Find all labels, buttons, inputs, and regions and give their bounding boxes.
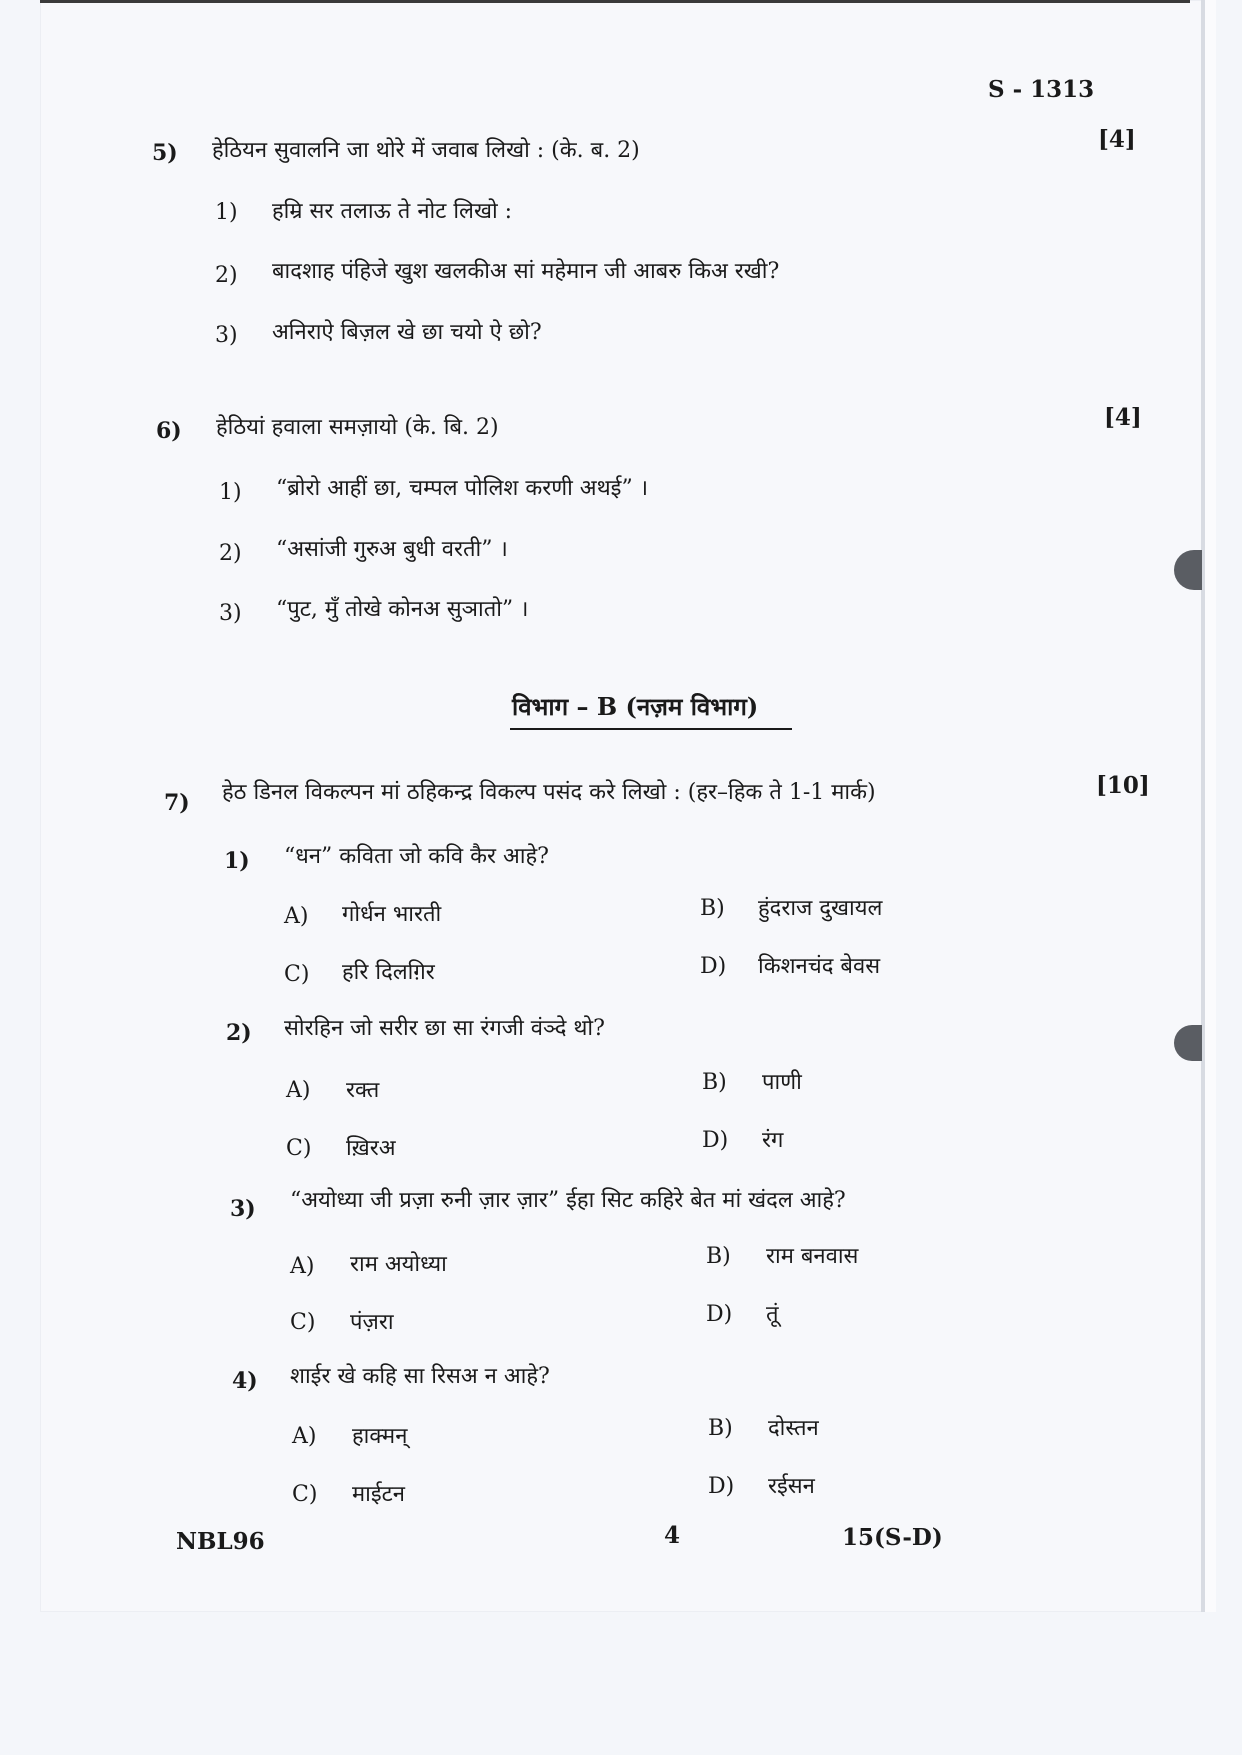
option-text: हरि दिलग़िर	[342, 960, 435, 985]
option-text: रंग	[762, 1128, 784, 1153]
question-marks: [10]	[1096, 772, 1150, 799]
question-marks: [4]	[1104, 404, 1142, 431]
option-text: रईसन	[768, 1474, 815, 1499]
sub-question-number: 2)	[226, 1020, 252, 1046]
page-number: 4	[664, 1522, 681, 1549]
item-number: 2)	[215, 263, 238, 288]
option-text: गोर्धन भारती	[342, 902, 442, 927]
item-text: अनिराऐ बिज़ल खे छा चयो ऐ छो?	[272, 320, 542, 345]
page-edge	[1201, 0, 1205, 1612]
option-text: तूं	[766, 1302, 779, 1327]
sub-question-number: 3)	[230, 1196, 256, 1222]
footer-code: NBL96	[176, 1528, 265, 1555]
option-text: दोस्तन	[768, 1416, 819, 1441]
option-label: A)	[286, 1078, 311, 1103]
option-label: B)	[706, 1244, 731, 1269]
sub-question-text: “अयोध्या जी प्रज़ा रुनी ज़ार ज़ार” ईहा सिट कहिरे बेत मां खंदल आहे?	[290, 1188, 846, 1213]
option-label: D)	[702, 1128, 729, 1153]
question-text: हेठियन सुवालनि जा थोरे में जवाब लिखो : (के. ब. 2)	[212, 138, 640, 163]
question-text: हेठियां हवाला समज़ायो (के. बि. 2)	[216, 415, 499, 440]
question-number: 7)	[164, 790, 190, 816]
item-number: 1)	[219, 480, 242, 505]
option-label: D)	[708, 1474, 735, 1499]
option-label: D)	[706, 1302, 733, 1327]
punch-hole-mark	[1174, 1025, 1202, 1061]
item-number: 3)	[215, 323, 238, 348]
sub-question-text: शाईर खे कहि सा रिसअ न आहे?	[290, 1364, 550, 1389]
option-label: C)	[290, 1310, 316, 1335]
item-number: 3)	[219, 601, 242, 626]
option-text: पाणी	[762, 1070, 802, 1095]
option-label: A)	[292, 1424, 317, 1449]
option-text: हाक्मन्	[352, 1424, 408, 1449]
option-text: राम अयोध्या	[350, 1252, 447, 1277]
exam-page	[40, 0, 1216, 1612]
option-label: A)	[284, 904, 309, 929]
option-label: D)	[700, 954, 727, 979]
sub-question-number: 1)	[224, 848, 250, 874]
item-text: हम्रि सर तलाऊ ते नोट लिखो :	[272, 199, 513, 224]
item-text: “पुट, मुँ तोखे कोनअ सुञातो” ।	[276, 597, 529, 622]
option-label: A)	[290, 1254, 315, 1279]
paper-code: S - 1313	[988, 76, 1095, 103]
question-text: हेठ डिनल विकल्पन मां ठहिकन्द्र विकल्प पसंद करे लिखो : (हर–हिक ते 1-1 मार्क)	[222, 780, 876, 805]
question-number: 5)	[152, 140, 178, 166]
item-text: “असांजी गुरुअ बुधी वरती” ।	[276, 537, 508, 562]
option-label: B)	[700, 896, 725, 921]
option-text: राम बनवास	[766, 1244, 859, 1269]
option-text: किशनचंद बेवस	[758, 954, 881, 979]
option-label: B)	[708, 1416, 733, 1441]
option-text: पंज़रा	[350, 1310, 394, 1335]
option-text: माईटन	[352, 1482, 405, 1507]
footer-set: 15(S-D)	[842, 1524, 943, 1551]
section-heading: विभाग – B (नज़म विभाग)	[512, 692, 759, 721]
option-text: हुंदराज दुखायल	[758, 896, 883, 921]
option-label: C)	[284, 962, 310, 987]
sub-question-text: सोरहिन जो सरीर छा सा रंगजी वंञ्दे थो?	[284, 1016, 605, 1041]
section-heading-underline	[510, 728, 792, 730]
option-text: ख़िरअ	[346, 1136, 396, 1161]
option-label: C)	[292, 1482, 318, 1507]
item-number: 2)	[219, 541, 242, 566]
option-text: रक्त	[346, 1078, 380, 1103]
item-text: बादशाह पंहिजे खुश खलकीअ सां महेमान जी आबरु किअ रखी?	[272, 259, 780, 284]
option-label: C)	[286, 1136, 312, 1161]
item-text: “ब्रोरो आहीं छा, चम्पल पोलिश करणी अथई” ।	[276, 476, 649, 501]
top-border-line	[40, 0, 1190, 3]
question-marks: [4]	[1098, 126, 1136, 153]
item-number: 1)	[215, 200, 238, 225]
option-label: B)	[702, 1070, 727, 1095]
question-number: 6)	[156, 418, 182, 444]
sub-question-number: 4)	[232, 1368, 258, 1394]
sub-question-text: “धन” कविता जो कवि कैर आहे?	[284, 844, 549, 869]
